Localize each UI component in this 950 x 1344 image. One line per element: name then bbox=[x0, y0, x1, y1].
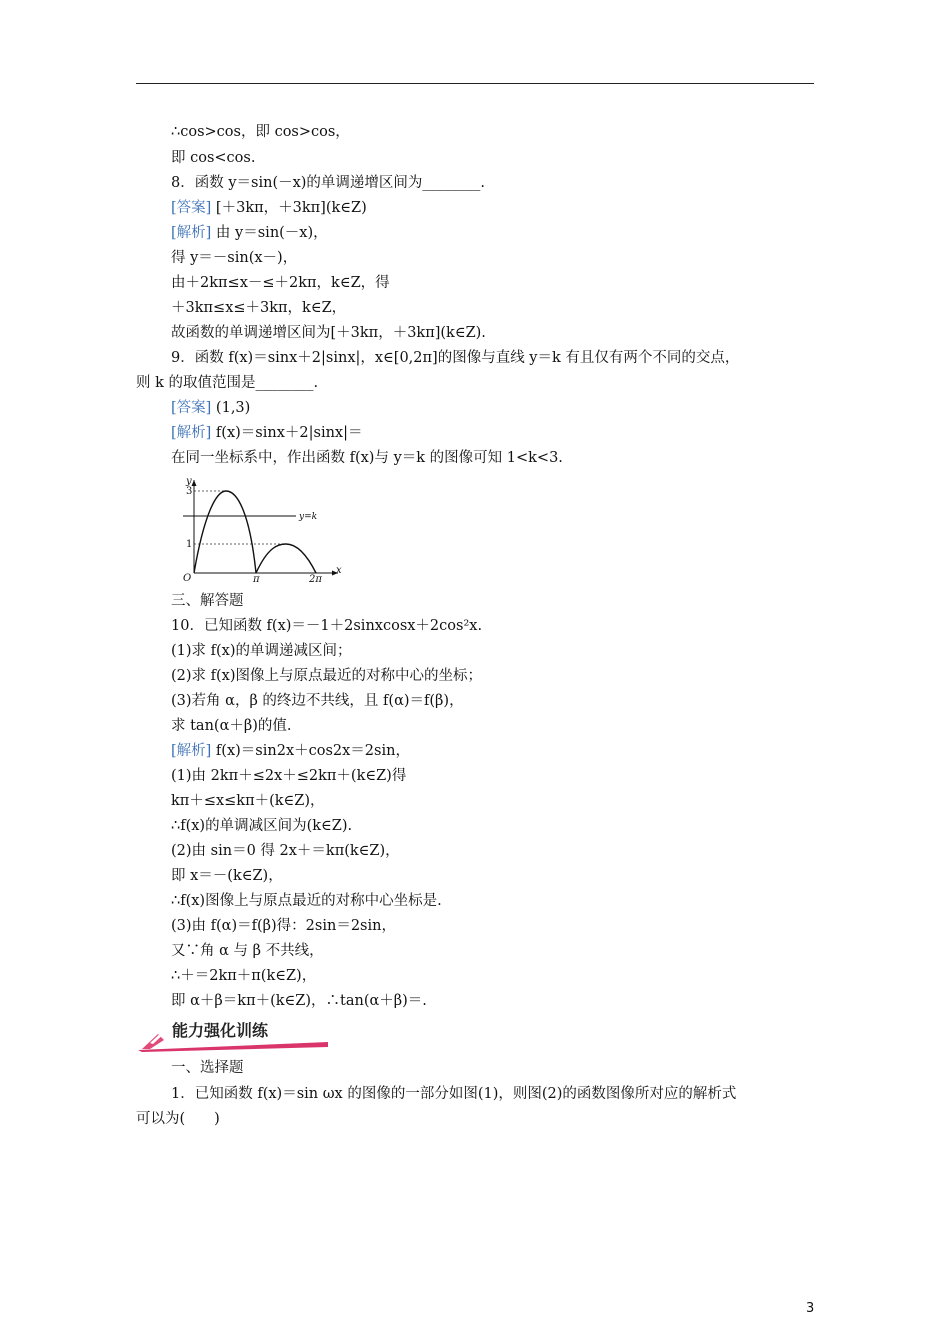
analysis-line: [解析] f(x)＝sinx＋2|sinx|＝ bbox=[171, 425, 363, 441]
answer-tag: [答案] bbox=[171, 200, 212, 216]
banner-title: 能力强化训练 bbox=[172, 1021, 269, 1040]
text-line: ∴f(x)的单调减区间为(k∈Z). bbox=[171, 818, 353, 834]
text-line: 10．已知函数 f(x)＝－1＋2sinxcosx＋2cos²x. bbox=[171, 618, 483, 634]
text-line: 可以为( ) bbox=[136, 1111, 220, 1127]
text-line: (2)求 f(x)图像上与原点最近的对称中心的坐标； bbox=[171, 668, 483, 684]
text-line: kπ＋≤x≤kπ＋(k∈Z)， bbox=[171, 793, 325, 809]
tick-y1: 1 bbox=[186, 539, 193, 550]
analysis-tag: [解析] bbox=[171, 225, 212, 241]
tick-2pi: 2π bbox=[309, 574, 322, 585]
text-line: 1．已知函数 f(x)＝sin ωx 的图像的一部分如图(1)，则图(2)的函数图像所对应的解析式 bbox=[171, 1086, 737, 1102]
text-line: (2)由 sin＝0 得 2x＋＝kπ(k∈Z)， bbox=[171, 843, 400, 859]
text-line: 即 x＝－(k∈Z)， bbox=[171, 868, 283, 884]
text-line: (3)若角 α，β 的终边不共线，且 f(α)＝f(β)， bbox=[171, 693, 464, 709]
x-axis-label: x bbox=[336, 565, 342, 576]
analysis-line: [解析] 由 y＝sin(－x)， bbox=[171, 225, 328, 241]
section-banner bbox=[136, 1016, 336, 1052]
text-line: ∴f(x)图像上与原点最近的对称中心坐标是. bbox=[171, 893, 442, 909]
analysis-tag: [解析] bbox=[171, 743, 212, 759]
curve-first-arch bbox=[194, 491, 256, 573]
answer-tag: [答案] bbox=[171, 400, 212, 416]
text-line: 在同一坐标系中，作出函数 f(x)与 y＝k 的图像可知 1<k<3. bbox=[171, 450, 563, 466]
text-line: (1)由 2kπ＋≤2x＋≤2kπ＋(k∈Z)得 bbox=[171, 768, 407, 784]
text-line: 又∵角 α 与 β 不共线， bbox=[171, 943, 324, 959]
text-line: 故函数的单调递增区间为[＋3kπ，＋3kπ](k∈Z). bbox=[171, 325, 486, 341]
origin-label: O bbox=[183, 573, 192, 584]
y-axis-label: y bbox=[186, 476, 192, 487]
text-line: 由＋2kπ≤x－≤＋2kπ，k∈Z，得 bbox=[171, 275, 390, 291]
text-line: 即 cos<cos. bbox=[171, 150, 256, 166]
text-line: 求 tan(α＋β)的值. bbox=[171, 718, 292, 734]
analysis-line: [解析] f(x)＝sin2x＋cos2x＝2sin， bbox=[171, 743, 410, 759]
text-line: ＋3kπ≤x≤＋3kπ，k∈Z， bbox=[171, 300, 347, 316]
section-heading: 三、解答题 bbox=[171, 593, 244, 609]
header-rule bbox=[136, 83, 814, 84]
curve-second-arch bbox=[256, 544, 316, 573]
section-heading: 一、选择题 bbox=[171, 1060, 244, 1076]
page-number: 3 bbox=[806, 1301, 815, 1316]
tick-y3: 3 bbox=[186, 486, 193, 497]
text-line: (1)求 f(x)的单调递减区间； bbox=[171, 643, 352, 659]
banner-underline bbox=[138, 1042, 328, 1052]
text-line: 即 α＋β＝kπ＋(k∈Z)，∴tan(α＋β)＝. bbox=[171, 993, 427, 1009]
line-label: y=k bbox=[299, 512, 318, 522]
text-line: ∴cos>cos，即 cos>cos， bbox=[171, 124, 350, 140]
text-line: ∴＋＝2kπ＋π(k∈Z)， bbox=[171, 968, 317, 984]
tick-pi: π bbox=[253, 574, 260, 585]
text-line: 得 y＝－sin(x－)， bbox=[171, 250, 298, 266]
function-graph bbox=[178, 475, 343, 585]
text-line: 则 k 的取值范围是________. bbox=[136, 375, 319, 391]
text-line: (3)由 f(α)＝f(β)得：2sin＝2sin， bbox=[171, 918, 396, 934]
text-line: 9．函数 f(x)＝sinx＋2|sinx|，x∈[0,2π]的图像与直线 y＝k 有且仅有两个不同的交点， bbox=[171, 350, 740, 366]
analysis-tag: [解析] bbox=[171, 425, 212, 441]
answer-line: [答案] [＋3kπ，＋3kπ](k∈Z) bbox=[171, 200, 367, 216]
answer-line: [答案] (1,3) bbox=[171, 400, 251, 416]
text-line: 8．函数 y＝sin(－x)的单调递增区间为________. bbox=[171, 175, 486, 191]
